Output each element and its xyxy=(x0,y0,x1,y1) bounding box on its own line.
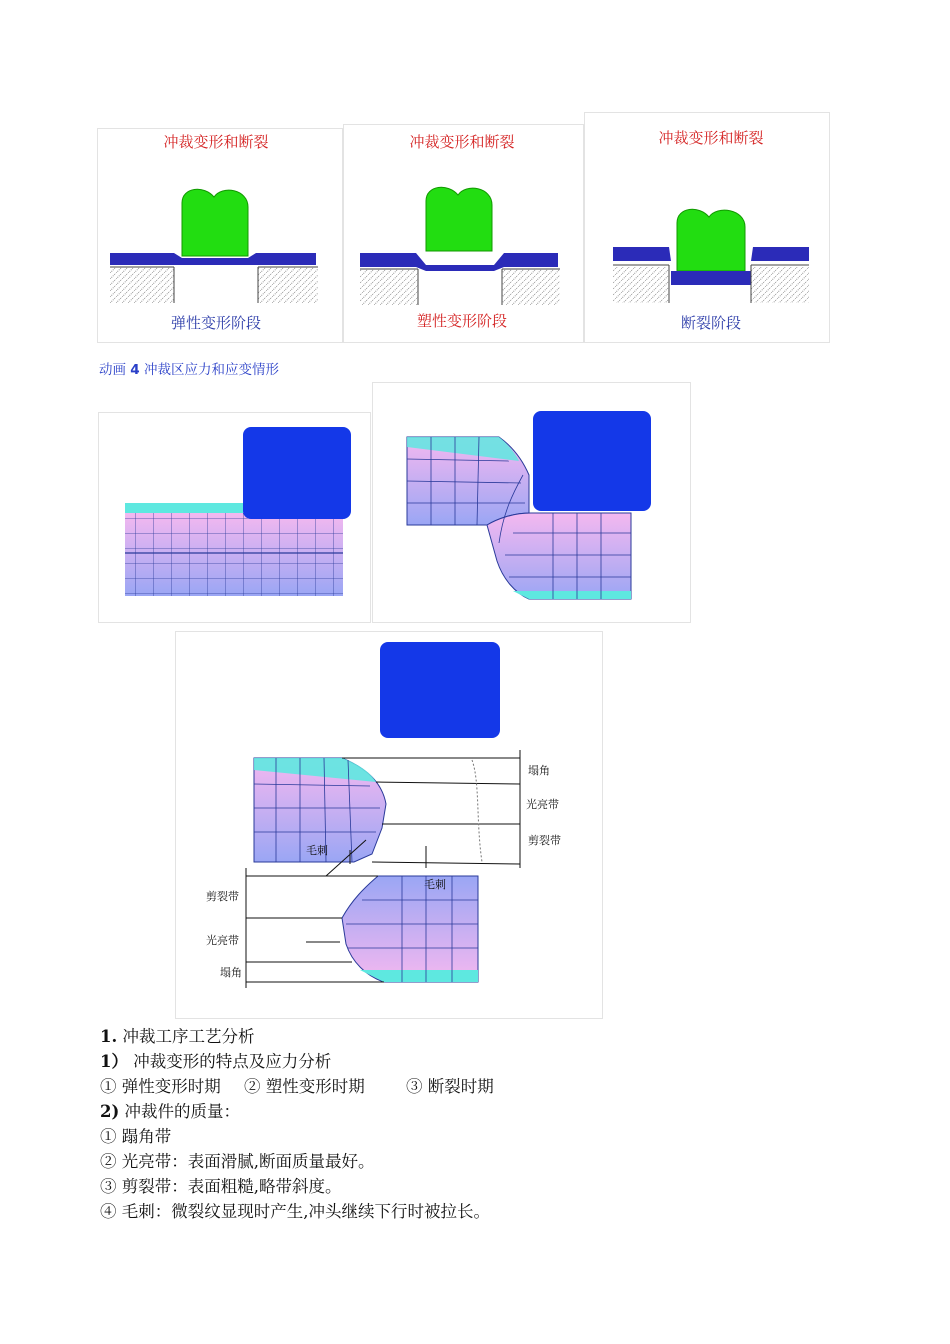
zone-label: 剪裂带 xyxy=(528,834,561,847)
punch xyxy=(243,427,351,519)
die-left xyxy=(360,269,418,305)
punch xyxy=(380,642,500,738)
zone-label: 塌角 xyxy=(528,764,550,777)
zone-label: 光亮带 xyxy=(206,934,239,947)
punch xyxy=(182,189,248,256)
fracture-zone-diagram xyxy=(175,631,603,1019)
list-item: ② 光亮带：表面滑腻,断面质量最好。 xyxy=(100,1152,375,1171)
die-left xyxy=(613,267,669,303)
sheet xyxy=(360,253,558,271)
stage-panel-plastic xyxy=(343,124,584,343)
figure-caption: 动画 4 冲裁区应力和应变情形 xyxy=(99,362,279,378)
slug xyxy=(671,271,751,285)
stage-title: 冲裁变形和断裂 xyxy=(658,129,764,147)
stage-label: 断裂阶段 xyxy=(680,314,742,332)
sheet-left xyxy=(613,247,671,261)
burr-label: 毛刺 xyxy=(424,878,446,891)
sheet-top-layer xyxy=(125,503,243,513)
subsection-2: 2) 冲裁件的质量： xyxy=(100,1102,241,1121)
punch xyxy=(677,209,745,271)
stage-label: 塑性变形阶段 xyxy=(416,312,508,330)
die-right xyxy=(751,267,809,303)
punch xyxy=(533,411,651,511)
zone-label: 剪裂带 xyxy=(206,890,239,903)
lower-part xyxy=(342,876,478,982)
sheet-right xyxy=(751,247,809,261)
stages-line: ① 弹性变形时期 ② 塑性变形时期 ③ 断裂时期 xyxy=(100,1077,494,1096)
list-item: ③ 剪裂带：表面粗糙,略带斜度。 xyxy=(100,1177,342,1196)
burr-label: 毛刺 xyxy=(306,844,328,857)
section-heading: 1. 冲裁工序工艺分析 xyxy=(100,1027,255,1046)
subsection-1: 1） 冲裁变形的特点及应力分析 xyxy=(100,1052,332,1071)
die-right xyxy=(258,267,318,303)
list-item: ④ 毛刺：微裂纹显现时产生,冲头继续下行时被拉长。 xyxy=(100,1202,490,1221)
punch xyxy=(426,187,492,251)
zone-label: 塌角 xyxy=(220,966,242,979)
mesh-panel-initial xyxy=(98,412,371,623)
list-item: ① 蹋角带 xyxy=(100,1127,172,1146)
stage-title: 冲裁变形和断裂 xyxy=(409,133,515,151)
body-text xyxy=(100,1024,494,1224)
die-right xyxy=(502,269,560,305)
sheet-lower xyxy=(487,513,631,599)
die-left xyxy=(110,267,174,303)
stage-panel-elastic xyxy=(97,128,343,343)
stage-title: 冲裁变形和断裂 xyxy=(163,133,269,151)
stage-panel-fracture xyxy=(584,112,830,343)
zone-label: 光亮带 xyxy=(526,798,559,811)
mesh-panel-deformed xyxy=(372,382,691,623)
stage-label: 弹性变形阶段 xyxy=(170,314,262,332)
